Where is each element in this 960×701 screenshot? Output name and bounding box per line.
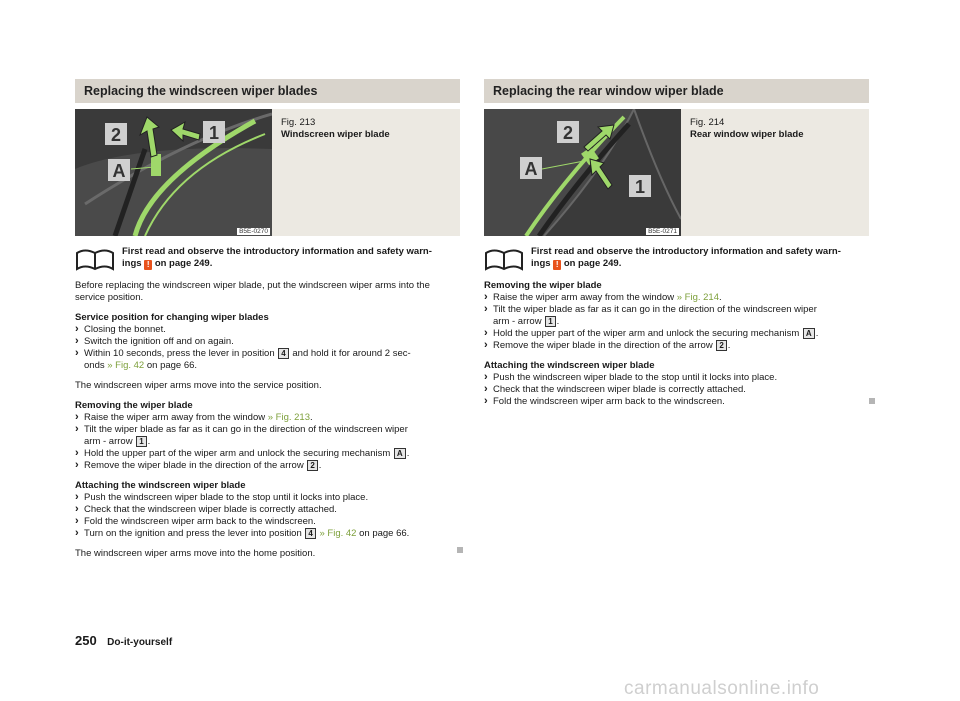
windscreen-wiper-drawing — [75, 109, 272, 236]
safety-note — [75, 246, 460, 271]
step-remove-blade: › Remove the wiper blade in the direction of the arrow 2 . — [75, 460, 460, 472]
page-249-link[interactable]: on page 249. — [154, 258, 213, 269]
callout-2: 2 — [110, 125, 122, 145]
step-turn-on-ignition: › Turn on the ignition and press the lever into position 4 » Fig. 42 on page 66. — [75, 528, 460, 540]
step-tilt-blade: › Tilt the wiper blade as far as it can go in the direction of the windscreen wiper arm - arrow 1 . — [75, 424, 460, 448]
key-1: 1 — [136, 436, 146, 447]
rear-wiper-illustration — [484, 109, 681, 236]
section-end-marker — [869, 398, 875, 404]
section-end-marker — [457, 547, 463, 553]
rear-wiper-drawing — [484, 109, 681, 236]
key-a: A — [803, 328, 815, 339]
footer-section: Do-it-yourself — [107, 637, 173, 648]
step-remove-blade: › Remove the wiper blade in the direction of the arrow 2 . — [484, 340, 869, 352]
watermark: carmanualsonline.info — [624, 678, 820, 699]
key-4: 4 — [278, 348, 288, 359]
subheading-removing: Removing the wiper blade — [75, 400, 193, 411]
callout-a: A — [524, 159, 538, 179]
page-footer — [75, 632, 172, 650]
figure-caption — [681, 109, 869, 236]
step-ignition-off-on: › Switch the ignition off and on again. — [75, 336, 460, 348]
figure-label: Fig. 213 — [281, 117, 316, 128]
step-push-blade: › Push the windscreen wiper blade to the stop until it locks into place. — [75, 492, 460, 504]
service-position-result: The windscreen wiper arms move into the service position. — [75, 380, 322, 391]
step-raise-arm: › Raise the wiper arm away from the window » Fig. 213. — [75, 412, 460, 424]
figure-caption — [272, 109, 460, 236]
callout-a: A — [112, 161, 126, 181]
step-unlock-mechanism: › Hold the upper part of the wiper arm and unlock the securing mechanism A . — [75, 448, 460, 460]
warning-icon: ! — [553, 260, 561, 270]
callout-1: 1 — [208, 123, 220, 143]
figure-213 — [75, 109, 460, 236]
right-column — [484, 79, 869, 408]
figure-code: B5E-0270 — [239, 228, 268, 235]
section-title: Replacing the rear window wiper blade — [484, 79, 869, 103]
key-1: 1 — [545, 316, 555, 327]
fig-213-link[interactable]: » Fig. 213 — [267, 412, 310, 423]
open-book-icon — [75, 247, 115, 271]
subheading-removing: Removing the wiper blade — [484, 280, 602, 291]
key-2: 2 — [716, 340, 726, 351]
fig-42-link[interactable]: » Fig. 42 — [107, 360, 145, 371]
step-fold-arm: › Fold the windscreen wiper arm back to the windscreen. — [484, 396, 869, 408]
step-fold-arm: › Fold the windscreen wiper arm back to the windscreen. — [75, 516, 460, 528]
step-unlock-mechanism: › Hold the upper part of the wiper arm and unlock the securing mechanism A . — [484, 328, 869, 340]
subheading-attaching: Attaching the windscreen wiper blade — [484, 360, 655, 371]
left-column — [75, 79, 460, 560]
step-press-lever: › Within 10 seconds, press the lever in position 4 and hold it for around 2 sec- onds » Fig. 42 on page 66. — [75, 348, 460, 372]
key-2: 2 — [307, 460, 317, 471]
safety-note — [484, 246, 869, 271]
intro-paragraph: Before replacing the windscreen wiper blade, put the windscreen wiper arms into the service position. — [75, 280, 430, 303]
step-raise-arm: › Raise the wiper arm away from the window » Fig. 214. — [484, 292, 869, 304]
page-number: 250 — [75, 633, 97, 648]
key-a: A — [394, 448, 406, 459]
section-title: Replacing the windscreen wiper blades — [75, 79, 460, 103]
step-closing-bonnet: › Closing the bonnet. — [75, 324, 460, 336]
subheading-attaching: Attaching the windscreen wiper blade — [75, 480, 246, 491]
step-tilt-blade: › Tilt the wiper blade as far as it can go in the direction of the windscreen wiper arm - arrow 1 . — [484, 304, 869, 328]
key-4: 4 — [305, 528, 315, 539]
figure-label: Fig. 214 — [690, 117, 725, 128]
fig-214-link[interactable]: » Fig. 214 — [676, 292, 719, 303]
figure-caption-title: Rear window wiper blade — [690, 129, 804, 140]
step-push-blade: › Push the windscreen wiper blade to the stop until it locks into place. — [484, 372, 869, 384]
open-book-icon — [484, 247, 524, 271]
figure-code: B5E-0271 — [648, 228, 677, 235]
windscreen-wiper-illustration — [75, 109, 272, 236]
callout-2: 2 — [562, 123, 574, 143]
safety-note-line1: First read and observe the introductory information and safety warn- — [531, 246, 841, 257]
step-check-blade: › Check that the windscreen wiper blade is correctly attached. — [484, 384, 869, 396]
warning-icon: ! — [144, 260, 152, 270]
figure-caption-title: Windscreen wiper blade — [281, 129, 390, 140]
callout-1: 1 — [634, 177, 646, 197]
safety-note-line1: First read and observe the introductory information and safety warn- — [122, 246, 432, 257]
subheading-service-position: Service position for changing wiper blades — [75, 312, 269, 323]
safety-note-pre: ings — [122, 258, 142, 269]
figure-214 — [484, 109, 869, 236]
page-249-link[interactable]: on page 249. — [563, 258, 622, 269]
home-position-result: The windscreen wiper arms move into the home position. — [75, 548, 316, 559]
safety-note-pre: ings — [531, 258, 551, 269]
step-check-blade: › Check that the windscreen wiper blade is correctly attached. — [75, 504, 460, 516]
fig-42-link[interactable]: » Fig. 42 — [319, 528, 357, 539]
